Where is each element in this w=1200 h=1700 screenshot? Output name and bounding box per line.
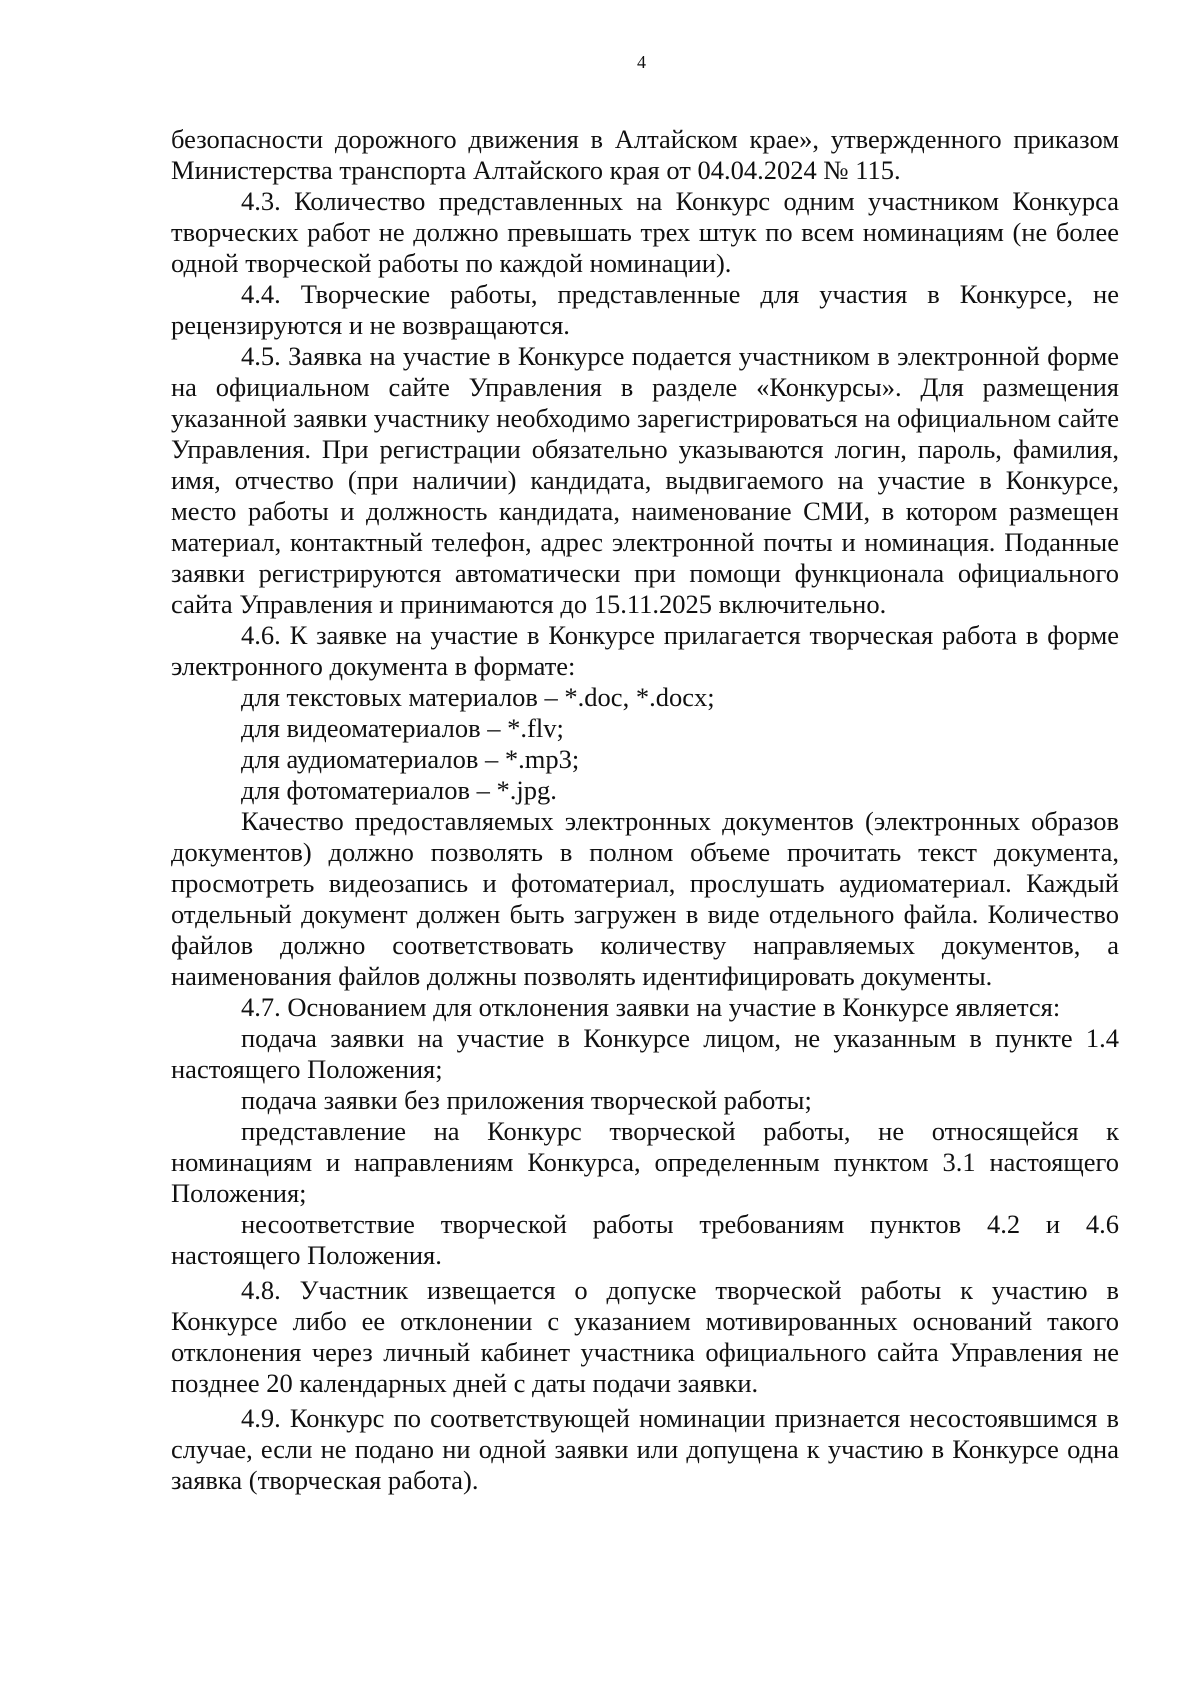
paragraph-4-5: 4.5. Заявка на участие в Конкурсе подается участником в электронной форме на официальном сайте Управления в разделе «Конкурсы». Для размещения указанной заявки участнику необходимо зарегистрироваться на официальном сайте Управления. При регистрации обязательно указываются логин, пароль, фамилия, имя, отчество (при наличии) кандидата, выдвигаемого на участие в Конкурсе, место работы и должность кандидата, наименование СМИ, в котором размещен материал, контактный телефон, адрес электронной почты и номинация. Поданные заявки регистрируются автоматически при помощи функционала официального сайта Управления и принимаются до 15.11.2025 включительно. xyxy=(171,341,1119,619)
rejection-reason-1: подача заявки на участие в Конкурсе лицом, не указанным в пункте 1.4 настоящего Положения; xyxy=(171,1023,1119,1084)
format-item-text: для текстовых материалов – *.doc, *.docx; xyxy=(241,682,715,712)
rejection-reason-3: представление на Конкурс творческой работы, не относящейся к номинациям и направлениям Конкурса, определенным пунктом 3.1 настоящего Положения; xyxy=(171,1116,1119,1208)
document-body xyxy=(171,124,1119,1496)
paragraph-4-3: 4.3. Количество представленных на Конкурс одним участником Конкурса творческих работ не должно превышать трех штук по всем номинациям (не более одной творческой работы по каждой номинации). xyxy=(171,186,1119,278)
paragraph-4-7: 4.7. Основанием для отклонения заявки на участие в Конкурсе является: xyxy=(241,992,1061,1022)
paragraph-4-9: 4.9. Конкурс по соответствующей номинации признается несостоявшимся в случае, если не подано ни одной заявки или допущена к участию в Конкурсе одна заявка (творческая работа). xyxy=(171,1403,1119,1495)
paragraph-4-8: 4.8. Участник извещается о допуске творческой работы к участию в Конкурсе либо ее отклонении с указанием мотивированных оснований такого отклонения через личный кабинет участника официального сайта Управления не позднее 20 календарных дней с даты подачи заявки. xyxy=(171,1275,1119,1398)
format-item-video: для видеоматериалов – *.flv; xyxy=(241,713,564,743)
paragraph-quality: Качество предоставляемых электронных документов (электронных образов документов) должно позволять в полном объеме прочитать текст документа, просмотреть видеозапись и фотоматериал, прослушать аудиоматериал. Каждый отдельный документ должен быть загружен в виде отдельного файла. Количество файлов должно соответствовать количеству направляемых документов, а наименования файлов должны позволять идентифицировать документы. xyxy=(171,806,1119,991)
rejection-reason-2: подача заявки без приложения творческой работы; xyxy=(241,1085,812,1115)
paragraph-continuation: безопасности дорожного движения в Алтайском крае», утвержденного приказом Министерства транспорта Алтайского края от 04.04.2024 № 115. xyxy=(171,124,1119,185)
page-number: 4 xyxy=(637,52,646,72)
format-item-photo: для фотоматериалов – *.jpg. xyxy=(241,775,557,805)
paragraph-4-4: 4.4. Творческие работы, представленные для участия в Конкурсе, не рецензируются и не возвращаются. xyxy=(171,279,1119,340)
paragraph-4-6: 4.6. К заявке на участие в Конкурсе прилагается творческая работа в форме электронного документа в формате: xyxy=(171,620,1119,681)
format-item-audio: для аудиоматериалов – *.mp3; xyxy=(241,744,580,774)
rejection-reason-4: несоответствие творческой работы требованиям пунктов 4.2 и 4.6 настоящего Положения. xyxy=(171,1209,1119,1270)
